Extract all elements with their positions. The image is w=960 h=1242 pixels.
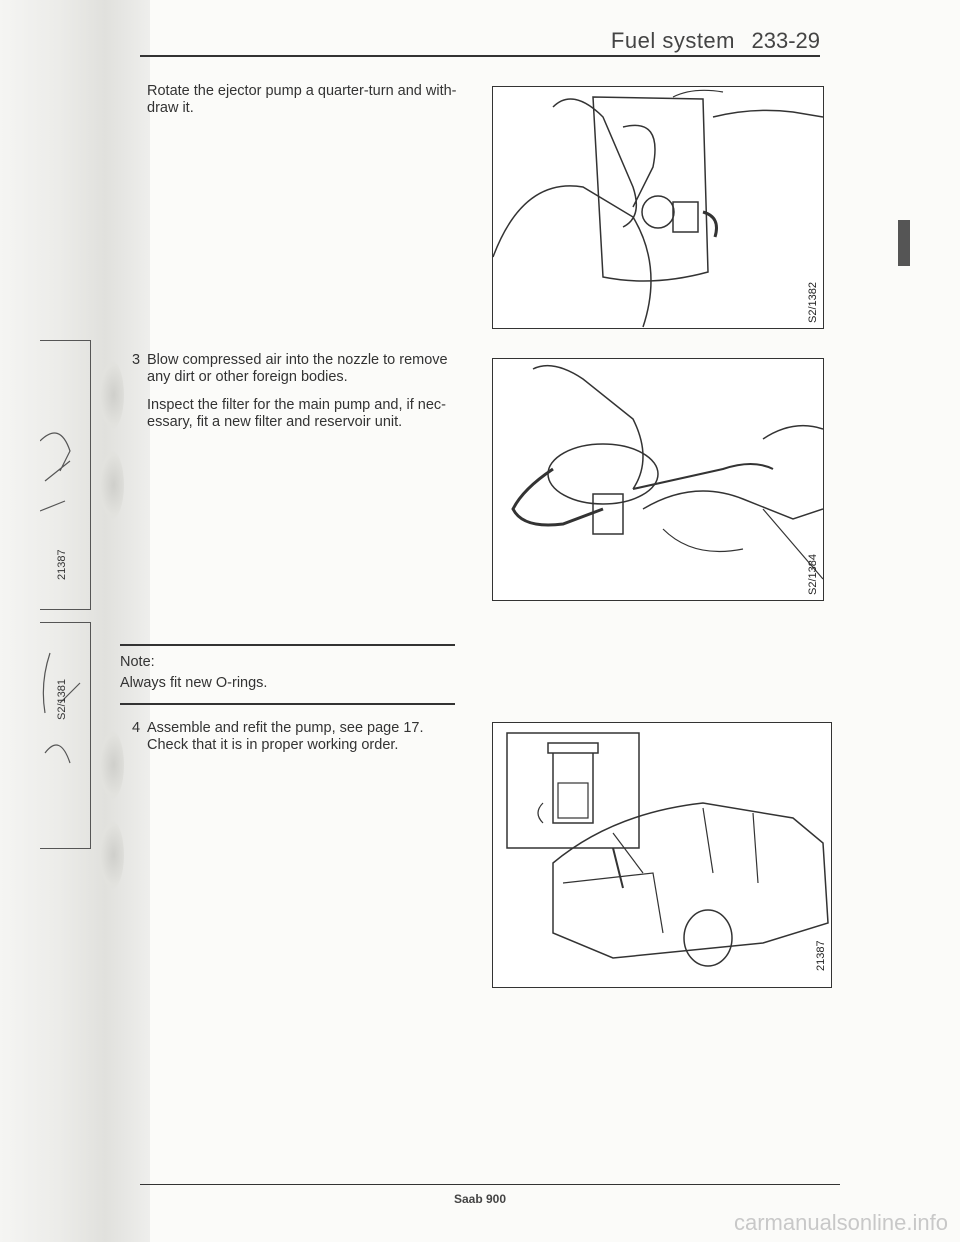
compressed-air-illustration <box>493 359 823 600</box>
ejector-pump-figure <box>492 86 824 329</box>
punch-hole <box>98 730 124 800</box>
step-line: essary, fit a new filter and reservoir unit. <box>147 414 403 430</box>
step-line: Rotate the ejector pump a quarter-turn and with- <box>147 83 457 99</box>
page-binding-shadow <box>0 0 150 1242</box>
note-top-rule <box>120 644 455 646</box>
step-number: 3 <box>132 352 141 368</box>
figure-code: S2/1384 <box>807 554 819 595</box>
section-title: Fuel system <box>610 28 735 53</box>
car-fuel-pump-location-illustration <box>493 723 831 987</box>
note-text: Always fit new O-rings. <box>120 675 268 691</box>
page-number: 233-29 <box>751 28 820 53</box>
step-line: Blow compressed air into the nozzle to remove <box>147 352 448 368</box>
figure-code: 21387 <box>815 940 827 971</box>
watermark: carmanualsonline.info <box>733 1210 948 1235</box>
step-line: Assemble and refit the pump, see page 17. <box>147 720 424 736</box>
ejector-pump-illustration <box>493 87 823 328</box>
previous-page-figure-code: 21387 <box>56 549 68 580</box>
car-fuel-pump-location-figure <box>492 722 832 988</box>
step-line: Check that it is in proper working order. <box>147 737 399 753</box>
step-text <box>147 352 467 386</box>
note-bottom-rule <box>120 703 455 705</box>
step-text <box>147 83 477 117</box>
figure-code: S2/1382 <box>807 282 819 323</box>
previous-page-figure-code: S2/1381 <box>56 679 68 720</box>
step-text <box>147 720 467 754</box>
step-line: Inspect the filter for the main pump and, if nec- <box>147 397 447 413</box>
footer-text: Saab 900 <box>453 1192 507 1206</box>
punch-hole <box>98 820 124 890</box>
punch-hole <box>98 450 124 520</box>
step-line: any dirt or other foreign bodies. <box>147 369 348 385</box>
compressed-air-figure <box>492 358 824 601</box>
punch-hole <box>98 360 124 430</box>
footer-rule <box>140 1184 840 1185</box>
header-rule <box>140 55 820 57</box>
step-number: 4 <box>132 720 141 736</box>
previous-page-figure-edge <box>40 622 91 849</box>
previous-page-illustration <box>40 623 90 848</box>
section-edge-tab <box>898 220 910 266</box>
step-text <box>147 397 467 431</box>
note-heading: Note: <box>120 654 155 670</box>
step-line: draw it. <box>147 100 194 116</box>
